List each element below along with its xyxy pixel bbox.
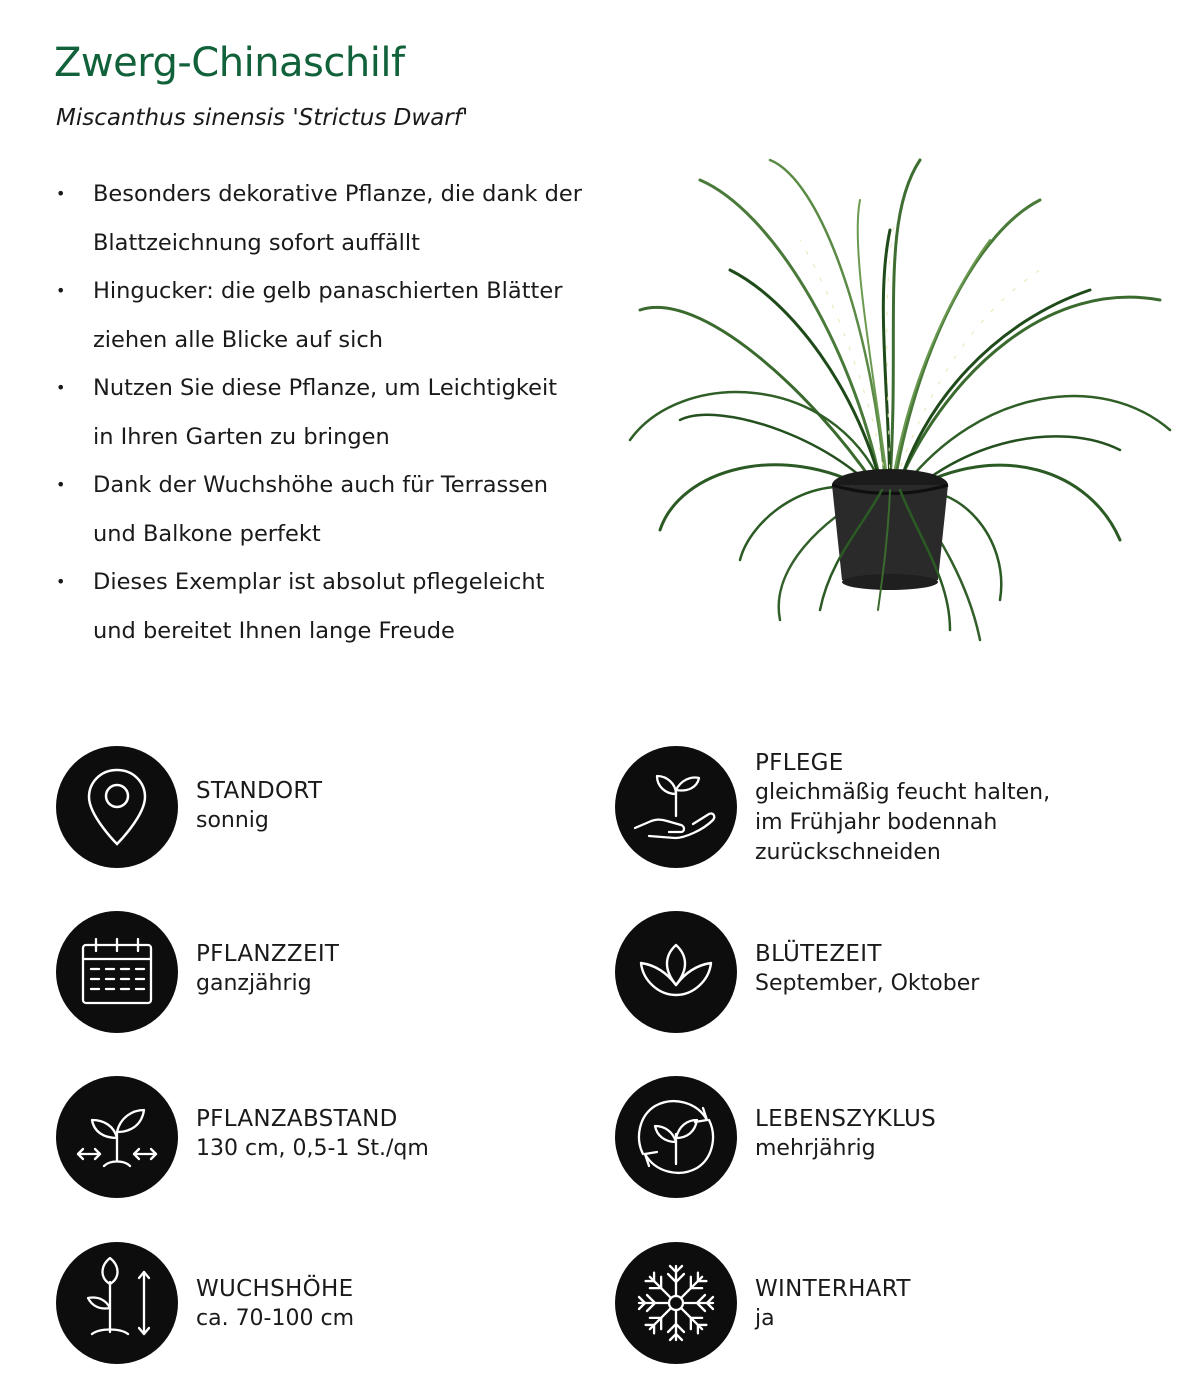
feature-lebenszyklus <box>615 1076 1135 1206</box>
feature-bullet-list <box>56 170 616 655</box>
bullet-dot: • <box>56 184 66 203</box>
location-pin-icon <box>56 746 178 868</box>
feature-label: LEBENSZYKLUS <box>755 1106 937 1132</box>
plant-product-image <box>620 140 1180 660</box>
bullet-line: und Balkone perfekt <box>93 520 321 547</box>
feature-label: PFLANZABSTAND <box>196 1106 398 1132</box>
feature-label: STANDORT <box>196 778 323 804</box>
feature-value: ganzjährig <box>196 971 312 996</box>
feature-value: 130 cm, 0,5-1 St./qm <box>196 1136 429 1161</box>
feature-pflanzzeit <box>56 911 576 1041</box>
pflanzzeit-icon-circle <box>56 911 178 1033</box>
bullet-line: in Ihren Garten zu bringen <box>93 423 390 450</box>
bullet-item <box>56 461 616 558</box>
feature-label: PFLEGE <box>755 750 844 776</box>
bluetezeit-text <box>755 939 979 999</box>
bullet-line: Dank der Wuchshöhe auch für Terrassen <box>93 472 549 498</box>
bullet-line: Blattzeichnung sofort auffällt <box>93 229 420 256</box>
bullet-item <box>56 558 616 655</box>
lotus-flower-icon <box>615 911 737 1033</box>
feature-value: ja <box>755 1306 775 1331</box>
bullet-dot: • <box>56 378 66 397</box>
feature-label: WINTERHART <box>755 1276 911 1302</box>
standort-text <box>196 776 322 836</box>
cycle-leaf-icon <box>615 1076 737 1198</box>
plant-height-icon <box>56 1242 178 1364</box>
feature-pflege <box>615 746 1135 876</box>
pflege-icon-circle <box>615 746 737 868</box>
bullet-line: und bereitet Ihnen lange Freude <box>93 617 455 644</box>
feature-standort <box>56 746 576 876</box>
feature-value: im Frühjahr bodennah <box>755 810 998 835</box>
feature-pflanzabstand <box>56 1076 576 1206</box>
bullet-dot: • <box>56 572 66 591</box>
feature-bluetezeit <box>615 911 1135 1041</box>
calendar-icon <box>56 911 178 1033</box>
standort-icon-circle <box>56 746 178 868</box>
bullet-dot: • <box>56 281 66 300</box>
pflanzabstand-text <box>196 1104 429 1164</box>
feature-value: September, Oktober <box>755 971 980 996</box>
lebenszyklus-icon-circle <box>615 1076 737 1198</box>
snowflake-icon <box>615 1242 737 1364</box>
feature-value: gleichmäßig feucht halten, <box>755 780 1051 805</box>
feature-value: mehrjährig <box>755 1136 876 1161</box>
pflege-text <box>755 748 1050 868</box>
feature-value: sonnig <box>196 808 269 833</box>
feature-winterhart <box>615 1242 1135 1372</box>
bullet-item <box>56 170 616 267</box>
bullet-item <box>56 267 616 364</box>
bullet-line: Besonders dekorative Pflanze, die dank der <box>93 181 582 207</box>
product-title: Zwerg-Chinaschilf <box>54 40 405 86</box>
winterhart-icon-circle <box>615 1242 737 1364</box>
bluetezeit-icon-circle <box>615 911 737 1033</box>
pflanzzeit-text <box>196 939 339 999</box>
feature-label: PFLANZZEIT <box>196 941 340 967</box>
hand-seedling-icon <box>615 746 737 868</box>
feature-value: ca. 70-100 cm <box>196 1306 355 1331</box>
feature-label: WUCHSHÖHE <box>196 1276 354 1302</box>
winterhart-text <box>755 1274 911 1334</box>
lebenszyklus-text <box>755 1104 936 1164</box>
feature-value: zurückschneiden <box>755 840 941 865</box>
botanical-name: Miscanthus sinensis 'Strictus Dwarf' <box>56 105 469 131</box>
bullet-line: ziehen alle Blicke auf sich <box>93 326 383 353</box>
feature-label: BLÜTEZEIT <box>755 941 882 967</box>
bullet-line: Nutzen Sie diese Pflanze, um Leichtigkeit <box>93 375 558 401</box>
wuchshoehe-text <box>196 1274 354 1334</box>
bullet-line: Hingucker: die gelb panaschierten Blätter <box>93 278 563 304</box>
feature-wuchshoehe <box>56 1242 576 1372</box>
bullet-line: Dieses Exemplar ist absolut pflegeleicht <box>93 569 545 595</box>
pflanzabstand-icon-circle <box>56 1076 178 1198</box>
bullet-item <box>56 364 616 461</box>
wuchshoehe-icon-circle <box>56 1242 178 1364</box>
sprout-spacing-icon <box>56 1076 178 1198</box>
bullet-dot: • <box>56 475 66 494</box>
